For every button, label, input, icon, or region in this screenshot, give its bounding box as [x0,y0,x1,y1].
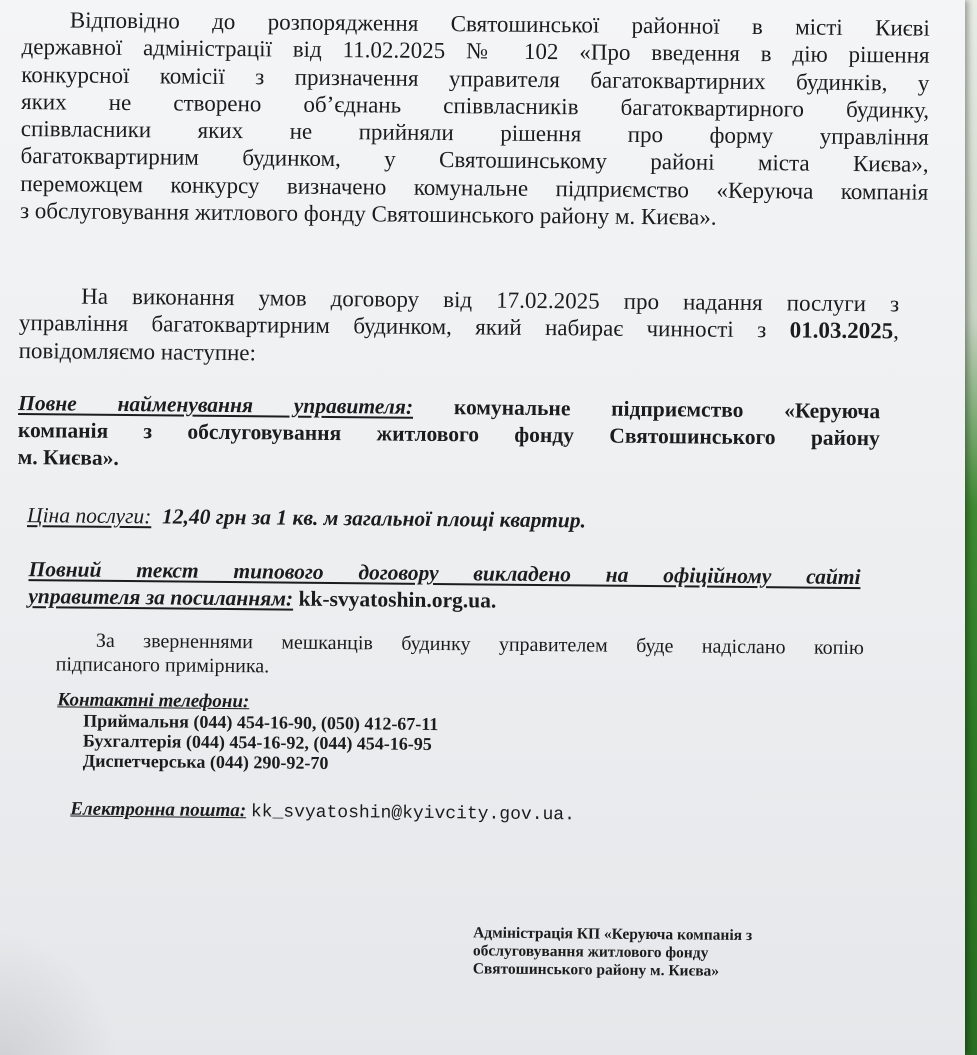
phone-line: Бухгалтерія (044) 454-16-92, (044) 454-16-95 [82,730,432,754]
manager-line: м. Києва». [17,444,119,470]
signature-line: Адміністрація КП «Керуюча компанія з [473,924,753,945]
phone-line: Приймальня (044) 454-16-90, (050) 412-67-11 [83,710,439,735]
contract-line: повідомляємо наступне: [18,337,257,365]
notice-content [17,6,930,980]
signature-line: Святошинського району м. Києва» [472,960,720,980]
contract-paragraph [19,282,900,372]
contacts-label: Контактні телефони: [57,689,250,713]
contract-line-comma: , [893,318,900,344]
contract-text-label: Повний текст типового договору викладено на офіційному сайті [28,557,861,590]
signature-line: обслуговування житлового фонду [472,942,709,962]
phone-line: Диспетчерська (044) 290-92-70 [82,750,329,773]
intro-line: державної адміністрації від 11.02.2025 № 102 «Про введення в дію рішення [21,34,930,69]
manager-line: компанія з обслуговування житлового фонду Святошинського району [17,417,881,451]
intro-line: конкурсної комісії з призначення управителя багатоквартирних будинків, у [21,61,930,96]
intro-paragraph [20,6,930,233]
manager-name-part: комунальне підприємство «Керуюча [453,395,881,424]
paper-shadow [0,930,120,1055]
copy-notice-line: підписаного примірника. [55,653,270,678]
intro-line: співвласники яких не прийняли рішення про форму управління [20,116,929,150]
intro-line: багатоквартирним будинком, у Святошинському районі міста Києва», [20,143,929,178]
price-label: Ціна послуги: [26,503,152,529]
signature-block [473,924,753,981]
price-value: 12,40 грн за 1 кв. м загальної площі квартир. [162,504,587,533]
manager-label: Повне найменування управителя: [18,390,414,419]
intro-line: з обслуговування житлового фонду Святошинського району м. Києва». [19,198,717,230]
email-section [70,799,575,826]
website-link[interactable]: kk-svyatoshin.org.ua. [298,586,497,613]
effective-date: 01.03.2025 [789,317,894,344]
email-label: Електронна пошта: [70,798,247,822]
copy-notice-line: За зверненнями мешканців будинку управителем буде надіслано копію [95,629,864,660]
email-address[interactable]: kk_svyatoshin@kyivcity.gov.ua. [250,802,576,826]
contract-text-section [28,556,860,618]
intro-line: яких не створено об’єднань співвласників багатоквартирного будинку, [20,88,930,123]
contract-line-text: управління багатоквартирним будинком, який набирає чинності з [18,310,767,343]
contract-line: На виконання умов договору від 17.02.2025 про надання послуги з [81,283,900,317]
manager-section [18,390,881,479]
intro-line: переможцем конкурсу визначено комунальне підприємство «Керуюча компанія [20,170,929,205]
contacts-section [57,690,439,774]
copy-notice [56,628,864,684]
link-label: управителя за посиланням: [28,584,294,611]
intro-line: Відповідно до розпорядження Святошинської районної в місті Києві [69,7,930,41]
price-section [27,502,586,534]
